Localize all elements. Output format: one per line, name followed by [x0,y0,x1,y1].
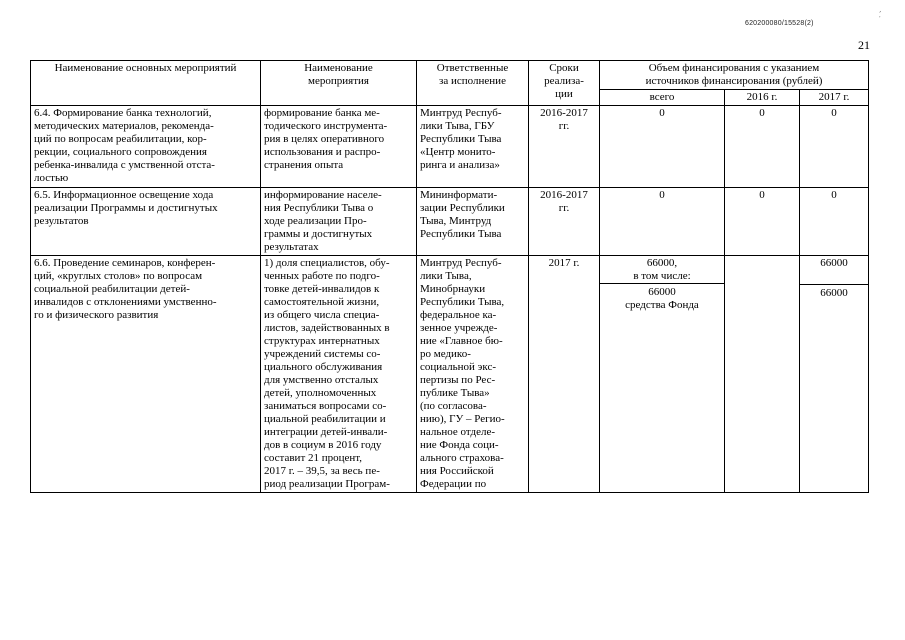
text-line: Сроки [549,62,579,74]
text-line: результатах [264,241,319,253]
text-line: Федерации по [420,478,487,490]
text-line: ального страхова- [420,452,504,464]
text-line: инвалидов с отклонениями умственно- [34,296,217,308]
text-line: мероприятия [308,75,369,87]
text-line: Тыва, Минтруд [420,215,492,227]
row-2016: 0 [725,188,800,256]
text-line: методических материалов, рекоменда- [34,120,214,132]
text-line: социальной реабилитации детей- [34,283,190,295]
text-line: лики Тыва, ГБУ [420,120,495,132]
text-line: 66000, [646,257,678,269]
text-line: 6.6. Проведение семинаров, конферен- [34,257,216,269]
text-line: странения опыта [264,159,344,171]
row-event [261,188,417,256]
text-line: источников финансирования (рублей) [645,75,823,87]
text-line: Республики Тыва [420,228,502,240]
text-line: Республики Тыва, [420,296,505,308]
text-line: 2017 г. [548,257,580,269]
text-line: 2017 г. – 39,5, за весь пе- [264,465,380,477]
text-line: формирование банка ме- [264,107,380,119]
row-total [600,256,725,493]
text-line: средства Фонда [625,299,699,311]
text-line: за исполнение [439,75,506,87]
text-line: ции [555,88,573,100]
text-line: ро медико- [420,348,471,360]
text-line: товке детей-инвалидов к [264,283,380,295]
text-line: 2016-2017 [540,107,588,119]
text-line: Наименование [304,62,373,74]
row-2017 [800,256,869,493]
text-line: циальной реабилитации и [264,413,386,425]
row-responsible [417,188,529,256]
text-line: самостоятельной жизни, [264,296,380,308]
row-2017: 0 [800,106,869,188]
text-line: рия в целях оперативного [264,133,385,145]
text-line: детей, уполномоченных [264,387,377,399]
activities-table [30,60,869,493]
text-line: ние Фонда соци- [420,439,499,451]
text-line: лики Тыва, [420,270,472,282]
header-2016: 2016 г. [725,90,800,106]
row-total: 0 [600,106,725,188]
text-line: ций, «круглых столов» по вопросам [34,270,203,282]
text-line: использования и распро- [264,146,381,158]
row-2016 [725,256,800,493]
text-line: 6.4. Формирование банка технологий, [34,107,212,119]
row-activity-name [31,188,261,256]
table-row [31,188,869,256]
header-total: всего [600,90,725,106]
row-term [529,256,600,493]
text-line: нию), ГУ – Регио- [420,413,505,425]
text-line: ния Российской [420,465,494,477]
text-line: Минтруд Респуб- [420,107,502,119]
row-term [529,106,600,188]
text-line: зации Республики [420,202,505,214]
text-line: федеральное ка- [420,309,497,321]
text-line: составит 21 процент, [264,452,363,464]
row-term [529,188,600,256]
header-terms [529,61,600,106]
text-line: интеграции детей-инвали- [264,426,388,438]
text-line: учреждений системы со- [264,348,381,360]
text-line: Мининформати- [420,189,498,201]
text-line: тодического инструмента- [264,120,388,132]
header-funding-group [600,61,869,90]
text-line: ринга и анализа» [420,159,500,171]
text-line: 66000 [648,286,676,298]
text-line: из общего числа специа- [264,309,380,321]
text-line: листов, задействованных в [264,322,390,334]
text-line: дов в социум в 2016 году [264,439,382,451]
text-line: (по согласова- [420,400,487,412]
text-line: Объем финансирования с указанием [648,62,820,74]
row-total: 0 [600,188,725,256]
y2017-split-bottom: 66000 [820,287,848,299]
page-number: 21 [858,38,870,52]
text-line: «Центр монито- [420,146,496,158]
text-line: циального обслуживания [264,361,383,373]
text-line: Минтруд Респуб- [420,257,502,269]
row-event [261,256,417,493]
row-activity-name [31,106,261,188]
header-2017: 2017 г. [800,90,869,106]
text-line: 6.5. Информационное освещение хода [34,189,214,201]
text-line: ций по вопросам реабилитации, кор- [34,133,207,145]
text-line: заниматься вопросами со- [264,400,387,412]
text-line: нальное отделе- [420,426,496,438]
total-split-bottom [603,284,721,312]
text-line: социальной экс- [420,361,497,373]
text-line: Минобрнауки [420,283,486,295]
document-id: 620200080/15528(2) [745,20,814,27]
row-2016: 0 [725,106,800,188]
corner-mark: ʼ. [876,9,884,20]
text-line: гг. [558,202,570,214]
text-line: 1) доля специалистов, обу- [264,257,390,269]
text-line: риод реализации Програм- [264,478,390,490]
table-row [31,256,869,493]
row-activity-name [31,256,261,493]
text-line: 2016-2017 [540,189,588,201]
text-line: зенное учрежде- [420,322,498,334]
text-line: Ответственные [436,62,509,74]
text-line: лостью [34,172,69,184]
text-line: гг. [558,120,570,132]
text-line: структурах интернатных [264,335,380,347]
text-line: ния Республики Тыва о [264,202,374,214]
text-line: в том числе: [633,270,691,282]
text-line: Республики Тыва [420,133,502,145]
text-line: граммы и достигнутых [264,228,373,240]
text-line: публике Тыва» [420,387,490,399]
header-event-name [261,61,417,106]
y2017-split-top: 66000 [800,256,868,285]
text-line: ребенка-инвалида с умственной отста- [34,159,215,171]
header-responsible [417,61,529,106]
header-main-activities [31,61,261,106]
row-responsible [417,106,529,188]
text-line: реализации Программы и достигнутых [34,202,218,214]
text-line: го и физического развития [34,309,159,321]
text-line: пертизы по Рес- [420,374,496,386]
row-event [261,106,417,188]
text-line: для умственно отсталых [264,374,379,386]
text-line: реализа- [544,75,584,87]
text-line: результатов [34,215,89,227]
row-2017: 0 [800,188,869,256]
text-line: рекции, социального сопровождения [34,146,207,158]
text-line: Наименование основных мероприятий [54,62,237,74]
total-split-top [600,256,724,284]
row-responsible [417,256,529,493]
text-line: ходе реализации Про- [264,215,367,227]
text-line: ченных работе по подго- [264,270,380,282]
text-line: информирование населе- [264,189,382,201]
table-row [31,106,869,188]
text-line: ние «Главное бю- [420,335,503,347]
